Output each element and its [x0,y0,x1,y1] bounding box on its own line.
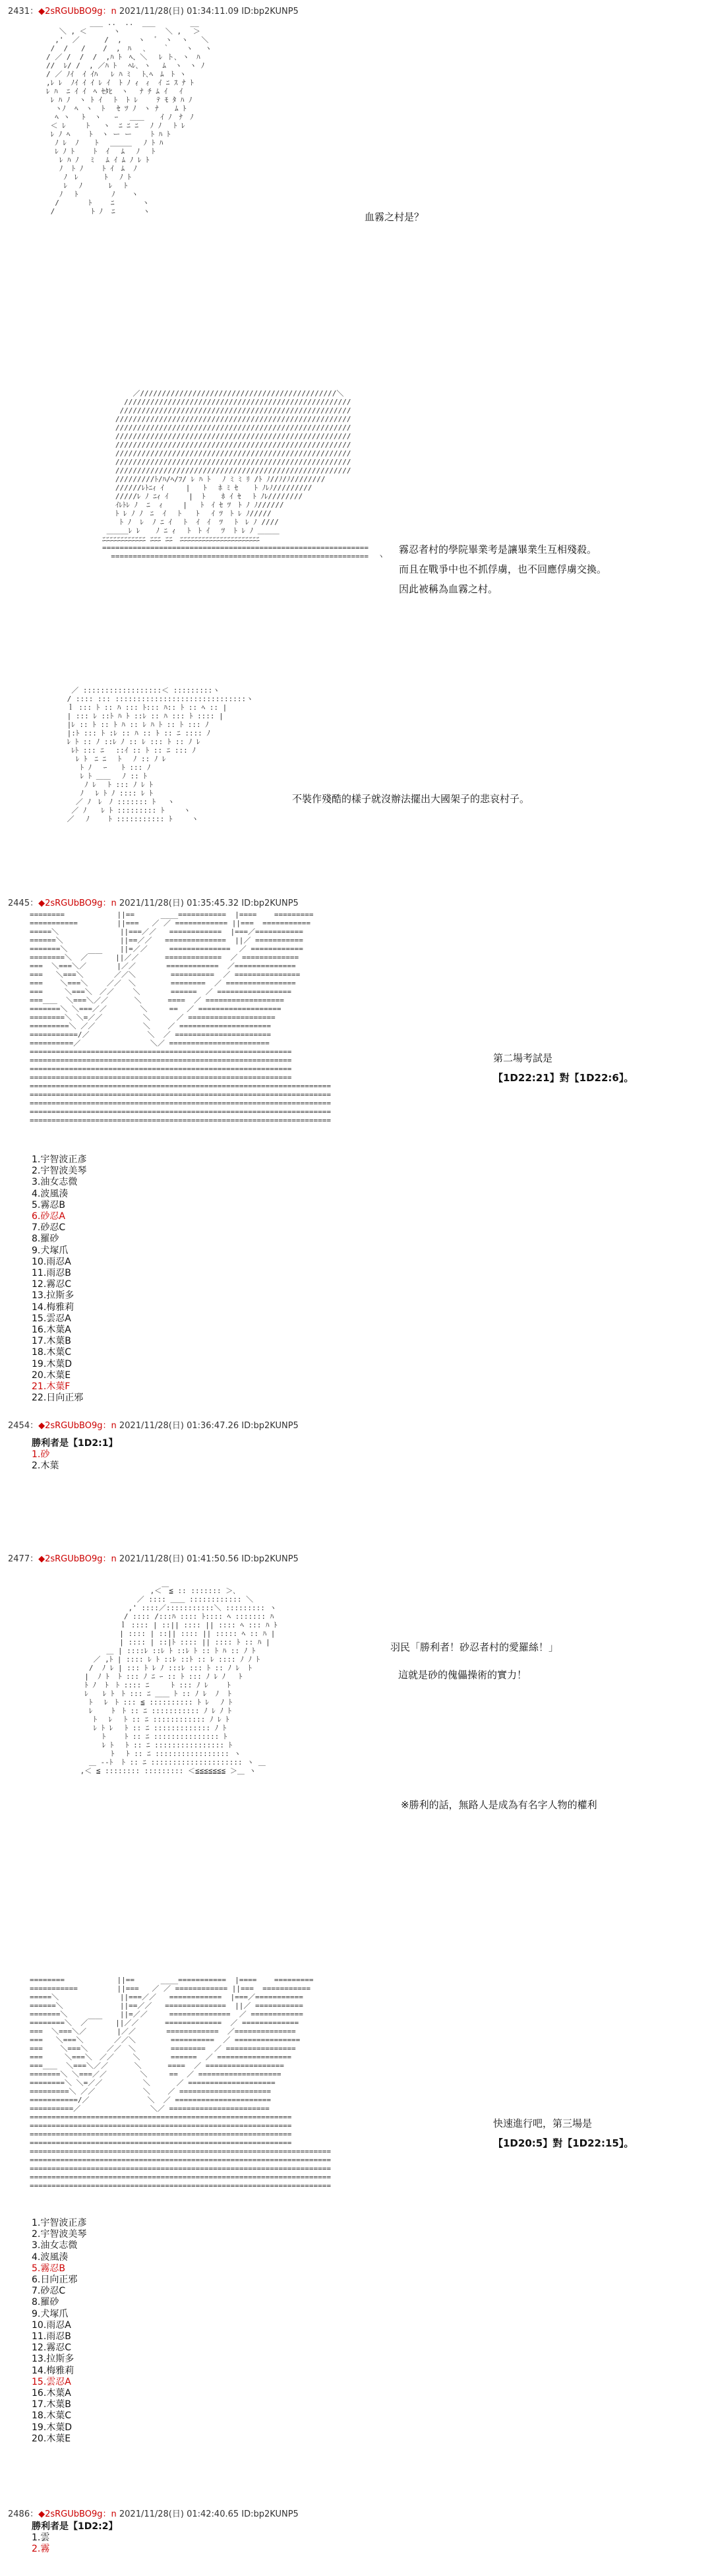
poster-trip: ：n [102,898,117,908]
post-separator: ： [30,7,39,16]
list-item: 7.砂忍C [32,1222,66,1234]
list-item: 10.雨忍A [32,2319,71,2331]
list-item: 16.木葉A [32,1325,71,1336]
list-item: 6.日向正邪 [32,2275,78,2286]
poster-id[interactable]: ID:bp2KUNP5 [241,1421,299,1431]
poster-id[interactable]: ID:bp2KUNP5 [241,1554,299,1564]
list-item: 15.雲忍A [32,1313,71,1324]
competitor-list [32,1154,86,1404]
poster-name: 2sRGUbBO9g [45,1421,103,1431]
result-block [32,2521,117,2555]
dialogue-line: 羽民「勝利者！砂忍者村的愛羅絲！」 [390,1641,559,1653]
post-header [8,1552,299,1564]
ascii-art-arena: ======== ||== ____=========== |==== ========= =========== ||=== ／ ／ ============ ||=== =========== =====＼ ||===／／ ============ |===／=========== ======＼ ||==／／ ============== ||／ =========== =======＼ ||=／／ ============== ／ ============ ========＼ ／￣￣ ||／／ ============= ／ ============= === ＼===＼／ |／／ ============ ／============== === ＼===＼ ／／＼ ========== ／ =============== === ＼===＼ ／／ ＼ ======== ／ ================ === ＼===＼ ／／ ＼ ====== ／ ================= ===＿＿ ＼===＼／／ ＼ ==== ／ ================== =======＼ ＼===／／ ＼ == ／ =================== ========＼ ＼=／／ ＼ ／ ==================== =========＼ ／／ ＼ ／ ===================== ===========/／ ＼ ／ ====================== ==========／ ＼／ ======================= ============================================================ ============================================================ ============================================================ ============================================================ ===================================================================== ===================================================================== ===================================================================== ===================================================================== ===================================================================== [30,910,331,1125]
list-item: 9.犬塚爪 [32,1245,69,1256]
post-header [8,4,299,16]
poster-id[interactable]: ID:bp2KUNP5 [241,7,299,16]
list-item: 22.日向正邪 [32,1393,84,1404]
list-item-highlighted: 6.砂忍A [32,1211,65,1222]
poster-name: 2sRGUbBO9g [45,1554,103,1564]
post-datetime: 2021/11/28(日) 01:34:11.09 [119,7,239,16]
ascii-art-grid-wall: ／/////////////////////////////////////////////＼ //////////////////////////////////////////////////// ///////////////////////////////////////////////////// ////////////////////////////////////////////////////// ////////////////////////////////////////////////////// ////////////////////////////////////////////////////// ////////////////////////////////////////////////////// ////////////////////////////////////////////////////// ////////////////////////////////////////////////////// ////////////////////////////////////////////////////// /////////ﾄ/ﾊ/ﾍ/ﾌ/ ﾚ ﾊ ﾄ ﾉ ﾐ ﾐ ﾘ /ﾄ ﾉ//ﾉ/ﾉ//////// //////ﾚﾄﾆｨ ｲ | ﾄ ﾎ ﾐ ｾ ﾄ ﾉﾚﾉ///////// /////ﾚ ﾉ ﾆｨ ｲ | ﾄ ﾎ ｲ ｾ ﾄ ﾉﾚ//////// ｲﾚﾄﾚ ﾉ ﾆ ｨ | ﾄ ｲ ｾ ﾂ ﾄ ﾉ ﾉ////// ﾄ ﾚ ﾉ ﾉ ﾆ ｲ ﾄ ﾄ ｲ ﾂ ﾄ ﾚ ﾉ///// ﾄ ﾉ ﾚ ﾉ ﾆ ｲ ﾄ ｲ ｲ ﾂ ﾄ ﾚ ﾉ //// ＿＿＿ﾚ ﾚ ﾉ ﾆ ｨ ﾄ ﾄ ｲ ﾂ ﾄ ﾚ ﾉ ＿＿＿ ﾆﾆﾆﾆﾆﾆﾆﾆﾆﾆﾆﾆ ﾆﾆﾆ ﾆﾆ ﾆﾆﾆﾆﾆﾆﾆﾆﾆﾆﾆﾆﾆﾆﾆﾆﾆﾆﾆﾆﾆﾆ ============================================================= =========================================================== ヽ [102,389,385,561]
dialogue-line: 第二場考試是 [493,1052,553,1064]
list-item-highlighted: 21.木葉F [32,1381,71,1393]
dialogue-line: 【1D22:21】對【1D22:6】。 [493,1072,634,1084]
dialogue-line: 不裝作殘酷的樣子就沒辦法擺出大國架子的悲哀村子。 [292,793,530,805]
list-item: 18.木葉C [32,1347,72,1358]
list-item: 5.霧忍B [32,1199,65,1210]
post-datetime: 2021/11/28(日) 01:36:47.26 [119,1421,239,1431]
list-item: 20.木葉E [32,2433,71,2444]
competitor-list [32,2218,86,2445]
list-item: 14.梅雅莉 [32,2365,74,2376]
list-item: 3.油女志微 [32,2240,78,2251]
dialogue-line: ※勝利的話，無路人是成為有名字人物的權利 [401,1799,597,1811]
list-item: 2.宇智波美琴 [32,1166,87,1177]
post-header [8,1418,299,1431]
post-datetime: 2021/11/28(日) 01:42:40.65 [119,2509,239,2519]
post-separator: ： [30,1421,39,1431]
ascii-art-figure-announcer: ,＜￣≦ :: ::::::: ＞､ ／ :::: ＿＿ :::::::::::: ＼ ,' ::::／:::::::::::＼ ::::::::: ヽ / :::: /:::ﾊ :::: ﾄ:::: ﾍ ::::::: ﾊ ｌ :::: | ::|| :::: || :::: ﾍ ::: ﾊ ﾄ | :::: | ::|| :::: || ::::: ﾍ :: ﾊ | | :::: | ::|ﾄ :::: || :::: ﾄ :: ﾊ | ＿ | ::::ﾚ ::ﾚ ﾄ ::ﾚ ﾄ :: ﾄ ﾊ :: ﾉ ﾄ ／ ,ﾄ | :::: ﾚ ﾄ ::ﾚ ::ﾄ :: ﾚ :::: ﾉ ﾉ ﾄ / ﾉ ﾚ | ::: ﾄ ﾚ ﾉ :::ﾚ ::: ﾄ :: ﾉ ﾚ ﾄ | ﾉ ﾄ ﾄ ::: ﾉ ﾆ ｰ :: ﾄ ::: ﾉ ﾚ ﾉ ﾄ ﾄ ﾉ ﾄ ﾄ :::: ﾆ ﾄ ::: ﾉ ﾚ ﾄ ﾚ ﾚ ﾄ ﾄ ::: ﾆ ＿＿ ﾄ :: ﾉ ﾚ ﾉ ﾄ ﾄ ﾚ ﾄ ::: ≦ :::::::::: ﾄ ﾚ ﾉ ﾄ ﾚ ﾄ ﾄ :: ﾆ ::::::::::: ﾉ ﾚ ﾉ ﾄ ﾄ ﾚ ﾄ :: ﾆ :::::::::::: ﾉ ﾚ ﾄ ﾚ ﾄ ﾚ ﾄ :: ﾆ ::::::::::::: ﾉ ﾄ ﾄ ﾄ :: ﾆ ::::::::::::::: ﾄ ﾚ ﾄ ﾄ :: ﾆ :::::::::::::::: ﾄ ﾄ ﾄ :: ﾆ ::::::::::::::::: ヽ ＿ -‐ﾄ ﾄ :: ﾆ ::::::::::::::::::::: ヽ ＿ ,＜ ≦ :::::::: ::::::::: ＜≦≦≦≦≦≦≦ ＞＿ ヽ [80,1586,278,1775]
trip-diamond: ◆ [38,7,45,16]
list-item: 8.羅砂 [32,1234,59,1245]
list-item: 7.砂忍C [32,2286,66,2297]
list-item: 17.木葉B [32,2399,71,2410]
poster-id[interactable]: ID:bp2KUNP5 [241,2509,299,2519]
poster-name: 2sRGUbBO9g [45,898,103,908]
post-header [8,2507,299,2519]
list-item-highlighted: 5.霧忍B [32,2263,65,2274]
winner-label: 勝利者是【1D2:1】 [32,1438,118,1449]
poster-trip: ：n [102,1421,117,1431]
list-item: 2.宇智波美琴 [32,2229,87,2240]
dialogue-line: 【1D20:5】對【1D22:15】。 [493,2137,634,2149]
list-item: 16.木葉A [32,2388,71,2399]
dialogue-line: 這就是砂的傀儡操術的實力！ [398,1669,527,1681]
post-separator: ： [30,898,39,908]
result-option-selected: 1.砂 [32,1449,50,1460]
list-item: 20.木葉E [32,1369,71,1381]
list-item: 12.霧忍C [32,1279,72,1290]
trip-diamond: ◆ [38,1554,45,1564]
result-option: 2.木葉 [32,1461,59,1471]
winner-label: 勝利者是【1D2:2】 [32,2521,118,2532]
list-item: 3.油女志微 [32,1177,78,1188]
result-option-selected: 2.霧 [32,2544,50,2554]
poster-trip: ：n [102,1554,117,1564]
ascii-art-arena: ======== ||== ____=========== |==== ========= =========== ||=== ／ ／ ============ ||=== =========== =====＼ ||===／／ ============ |===／=========== ======＼ ||==／／ ============== ||／ =========== =======＼ ||=／／ ============== ／ ============ ========＼ ／￣￣ ||／／ ============= ／ ============= === ＼===＼／ |／／ ============ ／============== === ＼===＼ ／／＼ ========== ／ =============== === ＼===＼ ／／ ＼ ======== ／ ================ === ＼===＼ ／／ ＼ ====== ／ ================= ===＿＿ ＼===＼／／ ＼ ==== ／ ================== =======＼ ＼===／／ ＼ == ／ =================== ========＼ ＼=／／ ＼ ／ ==================== =========＼ ／／ ＼ ／ ===================== ===========/／ ＼ ／ ====================== ==========／ ＼／ ======================= ============================================================ ============================================================ ============================================================ ============================================================ ===================================================================== ===================================================================== ===================================================================== ===================================================================== ===================================================================== [30,1976,331,2190]
poster-name: 2sRGUbBO9g [45,2509,103,2519]
list-item: 14.梅雅莉 [32,1302,74,1313]
list-item: 13.拉斯多 [32,1290,74,1302]
post-separator: ： [30,1554,39,1564]
ascii-art-figure-hair: ___ .. .. ___ __ ＼ , ＜ ヽ ＼ , ＞ ,' ／ / , ヽ ﾞ ヽ ヽ ＼ / / / / , ﾊ ､ ｀ ヽ ヽ / ／ / / / ,ﾊ ﾄ ﾍ、＼ ﾚ ト､ ヽ ﾊ // ﾚ/ / , ／ﾊ ﾄ ﾍﾚ､ ヽ ﾑ ヽ ヽ ﾉ / ／ ﾉｲ ｲ ｲﾊ ﾚ ﾊ ﾐ ﾄ､ﾍ ﾑ ﾄ ヽ ,ﾚ ﾚ ﾉｲ ｲ ｲ ﾚ ｲ ﾄ ﾉ ｨ ｨ ｲ ﾆ ｽ ﾅ ﾄ ﾚ ﾊ ﾆ ｲ ｲ ﾍ ｾﾀﾋ ヽ ﾅ ﾁ ﾑ ｲ ｲ ﾚ ﾊ ﾉ ヽ ﾄ ｲ ﾄ ﾄ ﾚ ﾃ ﾓ ﾀ ﾊ ﾉ ヽﾉ ﾍ ヽ ﾄ ｾ ﾂ ﾉ ヽ ﾅ ﾑ ﾄ ﾍ ヽ ﾄ ヽ ｰ ＿＿ ｲ ﾉ ﾅ ﾉ ＜ ﾚ ﾄ ヽ ﾆ ﾆ ﾆ ﾉ ﾉ ﾄ ﾚ ﾚ ﾉ ﾍ ﾄ ヽ ー ー ﾄ ﾊ ﾄ ﾉ ﾚ ﾉ ﾄ ＿＿＿ ﾉ ﾄ ﾊ ﾚ ﾉ ﾄ ﾄ ｲ ﾑ ﾉ ﾄ ﾚ ﾊ ﾉ ﾐ ﾑ ｲ ﾑ ﾉ ﾚ ﾄ ﾉ ﾄ ﾉ ﾄ ｲ ﾑ ﾉ ﾉ ﾚ ﾄ ﾉ ﾄ ﾚ ﾉ ﾚ ﾄ ﾉ ﾄ ﾉ ヽ / ﾄ ﾆ ヽ / ﾄ ﾉ ﾆ ヽ [46,18,212,216]
list-item: 11.雨忍B [32,1268,71,1279]
dialogue-line: 霧忍者村的學院畢業考是讓畢業生互相殘殺。 [399,544,597,555]
ascii-art-figure-small: ／ ::::::::::::::::::＜ :::::::::ヽ / :::: ::: ::::::::::::::::::::::::::::::ヽ ｌ ::: ﾄ :: ﾊ ::: ﾄ::: ﾊ:: ﾄ :: ﾍ :: | | ::: ﾚ ::ﾄ ﾊ ﾄ ::ﾚ :: ﾊ ::: ﾄ :::: | |ﾚ :: ﾄ :: ﾄ ﾊ :: ﾚ ﾊ ﾄ :: ﾄ ::: ﾉ |:ﾄ ::: ﾄ :ﾚ :: ﾊ :: ﾄ :: ﾆ :::: ﾉ ﾚ ﾄ :: ﾉ ::ﾚ ﾉ :: ﾚ ::: ﾄ :: ﾉ ﾚ ﾚﾄ ::: ﾆ ::ｲ :: ﾄ :: ﾆ ::: ﾉ ﾚ ﾄ ﾆ ﾆ ﾄ ﾉ :: ﾉ ﾚ ﾄ ﾉ ｰ ﾄ ::: ﾉ ﾚ ﾄ ＿＿ ﾉ :: ﾄ ﾉ ﾚ ﾄ ::: ﾉ ﾚ ﾄ ﾉ ﾚ ﾄ ﾉ :::: ﾚ ﾄ ／ ﾉ ﾚ ﾉ ::::::: ﾄ ヽ ／ ﾉ ﾚ ﾄ ::::::::: ﾄ ヽ ／ ﾉ ﾄ ::::::::::: ﾄ ヽ [67,686,254,823]
post-separator: ： [30,2509,39,2519]
list-item: 11.雨忍B [32,2331,71,2342]
list-item: 12.霧忍C [32,2342,72,2354]
post-header [8,896,299,908]
dialogue-line: 快速進行吧，第三場是 [493,2118,593,2129]
poster-id[interactable]: ID:bp2KUNP5 [241,898,299,908]
dialogue-line: 血霧之村是？ [365,211,425,223]
poster-name: 2sRGUbBO9g [45,7,103,16]
poster-trip: ：n [102,7,117,16]
post-number[interactable]: 2454 [8,1421,30,1431]
post-number[interactable]: 2445 [8,898,30,908]
dialogue-line: 而且在戰爭中也不抓俘虜，也不回應俘虜交換。 [399,563,607,575]
list-item: 19.木葉D [32,2422,73,2433]
list-item: 18.木葉C [32,2410,72,2422]
list-item: 1.宇智波正彥 [32,1154,87,1165]
list-item: 10.雨忍A [32,1256,71,1267]
list-item: 17.木葉B [32,1336,71,1347]
trip-diamond: ◆ [38,2509,45,2519]
trip-diamond: ◆ [38,898,45,908]
list-item: 9.犬塚爪 [32,2308,69,2319]
post-datetime: 2021/11/28(日) 01:41:50.56 [119,1554,239,1564]
post-number[interactable]: 2477 [8,1554,30,1564]
post-number[interactable]: 2486 [8,2509,30,2519]
list-item: 4.波風湊 [32,1188,69,1199]
post-number[interactable]: 2431 [8,7,30,16]
list-item: 1.宇智波正彥 [32,2218,87,2228]
list-item-highlighted: 15.雲忍A [32,2376,71,2387]
result-option: 1.雲 [32,2532,50,2543]
dialogue-line: 因此被稱為血霧之村。 [399,583,498,595]
list-item: 8.羅砂 [32,2297,59,2308]
poster-trip: ：n [102,2509,117,2519]
list-item: 19.木葉D [32,1358,73,1369]
result-block [32,1438,117,1472]
post-datetime: 2021/11/28(日) 01:35:45.32 [119,898,239,908]
list-item: 13.拉斯多 [32,2354,74,2365]
list-item: 4.波風湊 [32,2251,69,2263]
trip-diamond: ◆ [38,1421,45,1431]
